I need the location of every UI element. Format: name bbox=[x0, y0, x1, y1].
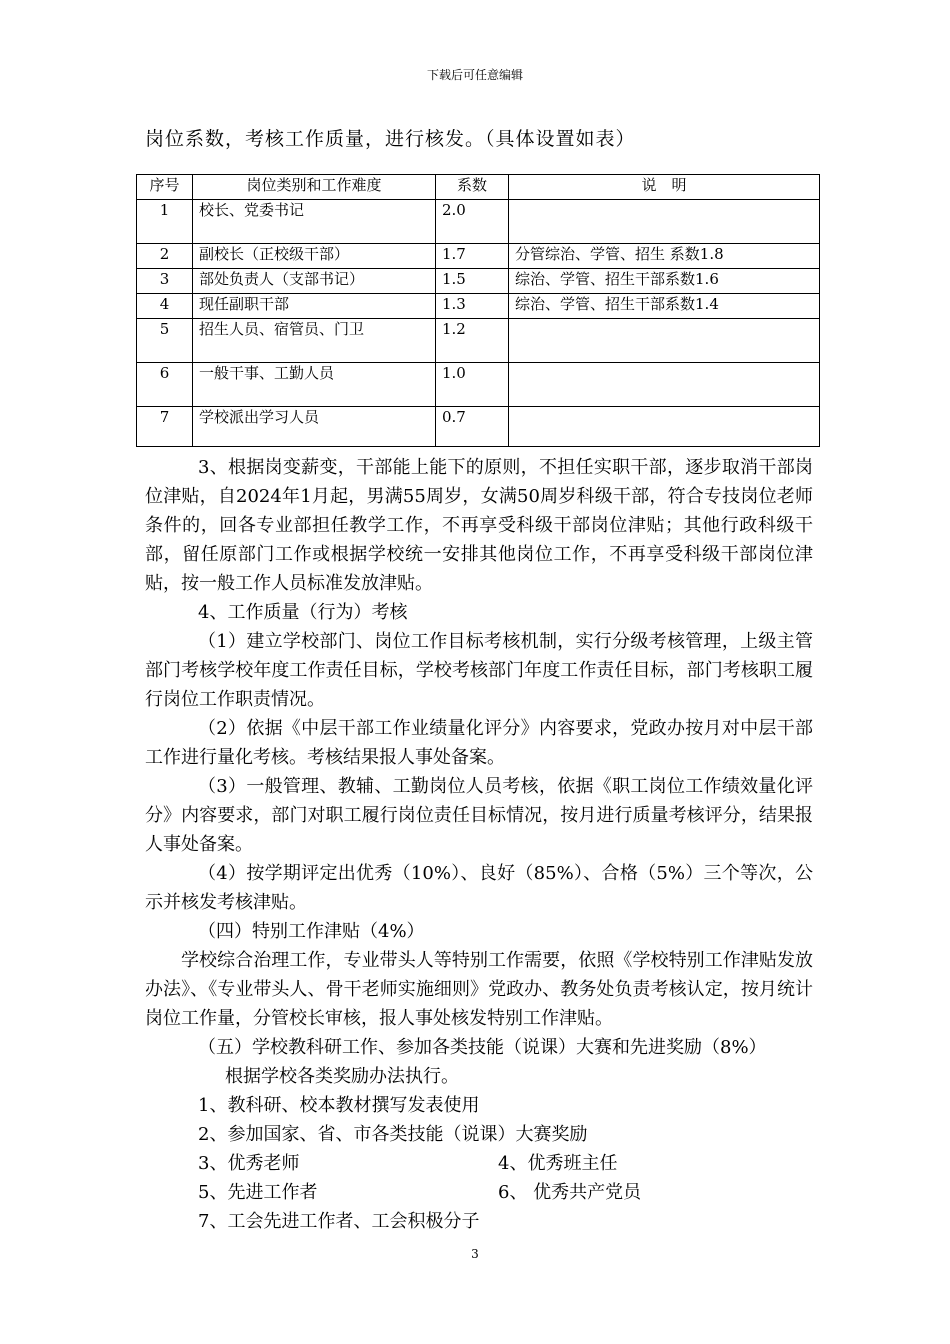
row-note bbox=[509, 319, 820, 363]
row-no: 2 bbox=[137, 244, 193, 269]
paragraph-item-1: （1）建立学校部门、岗位工作目标考核机制，实行分级考核管理，上级主管部门考核学校年度工作责任目标，学校考核部门年度工作责任目标，部门考核职工履行岗位工作职责情况。 bbox=[145, 631, 813, 710]
list-pair bbox=[145, 1149, 813, 1178]
paragraph-item-4: （4）按学期评定出优秀（10%）、良好（85%）、合格（5%）三个等次，公示并核发考核津贴。 bbox=[145, 863, 813, 913]
header-category: 岗位类别和工作难度 bbox=[193, 175, 436, 200]
row-no: 3 bbox=[137, 269, 193, 294]
row-note: 综治、学管、招生干部系数1.4 bbox=[509, 294, 820, 319]
position-coefficient-table bbox=[136, 174, 820, 447]
list-item: 3、优秀老师 bbox=[198, 1153, 300, 1174]
row-coef: 1.3 bbox=[436, 294, 509, 319]
row-note bbox=[509, 407, 820, 447]
paragraph-post-change: 3、根据岗变薪变，干部能上能下的原则，不担任实职干部，逐步取消干部岗位津贴，自2024年1月起，男满55周岁，女满50周岁科级干部，符合专技岗位老师条件的，回各专业部担任教学工作，不再享受科级干部岗位津贴；其他行政科级干部，留任原部门工作或根据学校统一安排其他岗位工作，不再享受科级干部岗位津贴，按一般工作人员标准发放津贴。 bbox=[145, 457, 813, 594]
paragraph-heading-special: （四）特别工作津贴（4%） bbox=[198, 921, 425, 942]
row-no: 5 bbox=[137, 319, 193, 363]
row-category: 部处负责人（支部书记） bbox=[193, 269, 436, 294]
page-header: 下载后可任意编辑 bbox=[426, 68, 523, 82]
header-note: 说 明 bbox=[509, 175, 820, 200]
row-note bbox=[509, 200, 820, 244]
list-item: 1、教科研、校本教材撰写发表使用 bbox=[198, 1095, 480, 1116]
list-pair bbox=[145, 1178, 813, 1207]
row-category: 副校长（正校级干部） bbox=[193, 244, 436, 269]
list-item: 7、工会先进工作者、工会积极分子 bbox=[198, 1211, 480, 1232]
row-category: 一般干事、工勤人员 bbox=[193, 363, 436, 407]
body-text bbox=[145, 453, 813, 1236]
paragraph-reward-rules: 根据学校各类奖励办法执行。 bbox=[225, 1066, 459, 1087]
row-category: 现任副职干部 bbox=[193, 294, 436, 319]
row-no: 7 bbox=[137, 407, 193, 447]
row-note bbox=[509, 363, 820, 407]
paragraph-heading-research: （五）学校教科研工作、参加各类技能（说课）大赛和先进奖励（8%） bbox=[198, 1037, 767, 1058]
table-row bbox=[137, 244, 820, 269]
paragraph-heading-quality: 4、工作质量（行为）考核 bbox=[198, 602, 408, 623]
paragraph-item-2: （2）依据《中层干部工作业绩量化评分》内容要求，党政办按月对中层干部工作进行量化考核。考核结果报人事处备案。 bbox=[145, 718, 813, 768]
row-coef: 1.2 bbox=[436, 319, 509, 363]
table-row bbox=[137, 269, 820, 294]
table-row bbox=[137, 294, 820, 319]
list-item: 6、 优秀共产党员 bbox=[498, 1182, 642, 1203]
list-item: 5、先进工作者 bbox=[198, 1182, 318, 1203]
table-row bbox=[137, 200, 820, 244]
row-coef: 2.0 bbox=[436, 200, 509, 244]
row-no: 1 bbox=[137, 200, 193, 244]
row-category: 校长、党委书记 bbox=[193, 200, 436, 244]
row-no: 6 bbox=[137, 363, 193, 407]
header-coef: 系数 bbox=[436, 175, 509, 200]
row-no: 4 bbox=[137, 294, 193, 319]
header-no: 序号 bbox=[137, 175, 193, 200]
row-coef: 0.7 bbox=[436, 407, 509, 447]
paragraph-item-3: （3）一般管理、教辅、工勤岗位人员考核，依据《职工岗位工作绩效量化评分》内容要求，部门对职工履行岗位责任目标情况，按月进行质量考核评分，结果报人事处备案。 bbox=[145, 776, 813, 855]
row-coef: 1.7 bbox=[436, 244, 509, 269]
table-row bbox=[137, 319, 820, 363]
row-coef: 1.5 bbox=[436, 269, 509, 294]
row-category: 学校派出学习人员 bbox=[193, 407, 436, 447]
table-header-row bbox=[137, 175, 820, 200]
list-item: 2、参加国家、省、市各类技能（说课）大赛奖励 bbox=[198, 1124, 588, 1145]
paragraph-special-allowance: 学校综合治理工作，专业带头人等特别工作需要，依照《学校特别工作津贴发放办法》、《专业带头人、骨干老师实施细则》党政办、教务处负责考核认定，按月统计岗位工作量，分管校长审核，报人事处核发特别工作津贴。 bbox=[145, 950, 813, 1029]
intro-line: 岗位系数，考核工作质量，进行核发。（具体设置如表） bbox=[145, 128, 636, 150]
row-category: 招生人员、宿管员、门卫 bbox=[193, 319, 436, 363]
row-coef: 1.0 bbox=[436, 363, 509, 407]
row-note: 综治、学管、招生干部系数1.6 bbox=[509, 269, 820, 294]
table-row bbox=[137, 363, 820, 407]
row-note: 分管综治、学管、招生 系数1.8 bbox=[509, 244, 820, 269]
list-item: 4、优秀班主任 bbox=[498, 1153, 618, 1174]
page-number: 3 bbox=[471, 1247, 479, 1261]
table-row bbox=[137, 407, 820, 447]
